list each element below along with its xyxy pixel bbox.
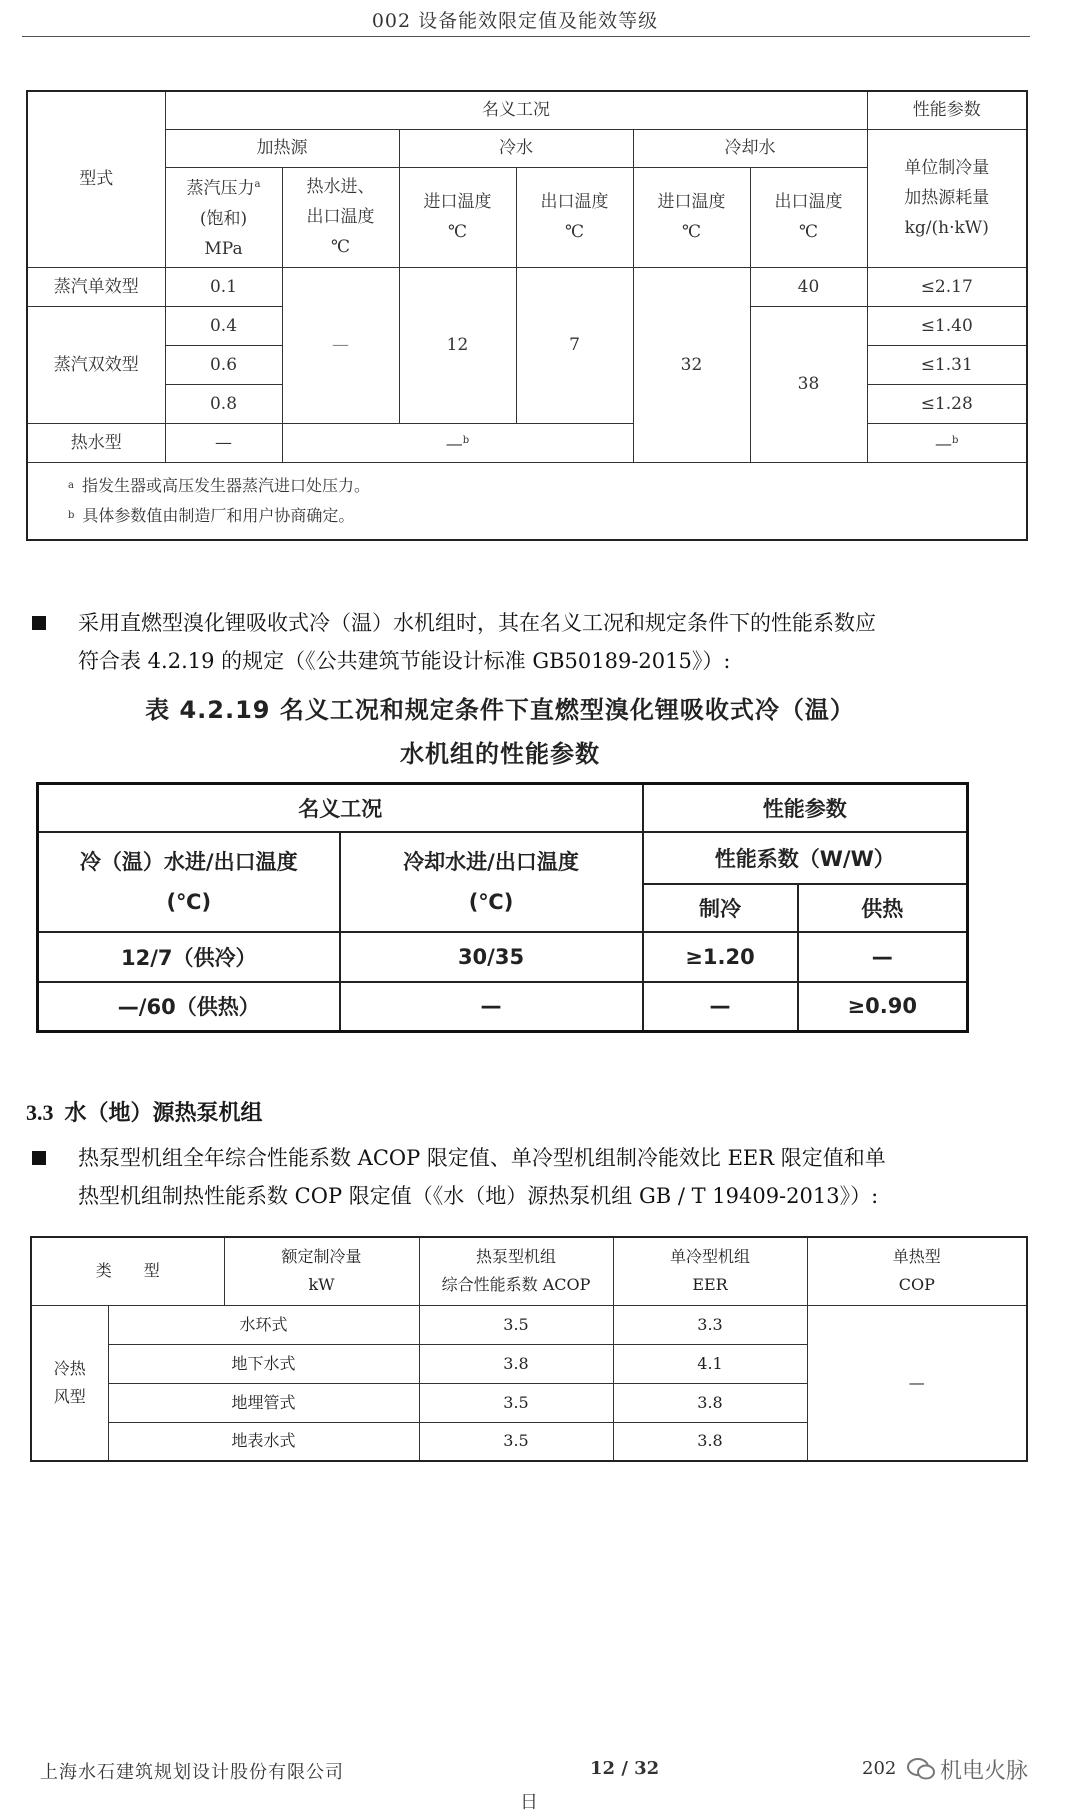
col-cop: 单热型 COP <box>807 1237 1027 1305</box>
page-header-title: 002 设备能效限定值及能效等级 <box>371 10 659 32</box>
col-steam-pressure: 蒸汽压力$^a$ (饱和) MPa <box>165 167 282 267</box>
wechat-icon <box>906 1756 936 1782</box>
header-divider <box>22 36 1030 37</box>
paragraph-heat-pump: 热泵型机组全年综合性能系数 ACOP 限定值、单冷型机组制冷能效比 EER 限定值和单 热型机组制热性能系数 COP 限定值（《水（地）源热泵机组 GB / T 19409-2013》）: <box>78 1139 1038 1215</box>
col-cooling-out-temp: 出口温度 ℃ <box>750 167 867 267</box>
table-4-2-19-title: 表 4.2.19 名义工况和规定条件下直燃型溴化锂吸收式冷（温） 水机组的性能参数 <box>145 696 855 768</box>
col-chilled-out-temp: 出口温度 ℃ <box>516 167 633 267</box>
col-performance: 性能参数 <box>643 784 968 832</box>
table-row: 地表水式 3.5 3.8 <box>31 1422 1027 1461</box>
col-nominal: 名义工况 <box>165 91 867 129</box>
bullet-square-icon <box>32 1151 46 1165</box>
col-hot-water-temp: 热水进、 出口温度 ℃ <box>282 167 399 267</box>
table-row: 冷热 风型 水环式 3.5 3.3 — <box>31 1305 1027 1344</box>
section-heading: 3.3 水（地）源热泵机组 <box>26 1100 263 1125</box>
col-heat-source: 加热源 <box>165 129 399 167</box>
watermark-text: 机电火脉 <box>940 1759 1029 1784</box>
direct-fired-chiller-table <box>36 782 969 1033</box>
table-row: 蒸汽单效型 0.1 — 12 7 32 40 ≤2.17 <box>27 267 1027 306</box>
col-heating-mode: 供热 <box>798 884 968 932</box>
table-row: 0.6 ≤1.31 <box>27 345 1027 384</box>
col-unit-consumption: 单位制冷量 加热源耗量 kg/(h·kW) <box>867 129 1027 267</box>
col-capacity: 额定制冷量 kW <box>224 1237 419 1305</box>
table-row: 12/7（供冷） 30/35 ≥1.20 — <box>38 932 968 982</box>
table-row: 0.8 ≤1.28 <box>27 384 1027 423</box>
col-acop: 热泵型机组 综合性能系数 ACOP <box>419 1237 613 1305</box>
col-performance: 性能参数 <box>867 91 1027 129</box>
group-label: 冷热 风型 <box>31 1305 108 1461</box>
col-cop: 性能系数（W/W） <box>643 832 968 884</box>
col-eer: 单冷型机组 EER <box>613 1237 807 1305</box>
col-type: 类 型 <box>31 1237 224 1305</box>
row-label-double: 蒸汽双效型 <box>27 306 165 423</box>
table-row: 热水型 — —$^b$ —$^b$ <box>27 423 1027 462</box>
bullet-square-icon <box>32 616 46 630</box>
absorption-chiller-table <box>26 90 1028 541</box>
paragraph-direct-fired: 采用直燃型溴化锂吸收式冷（温）水机组时，其在名义工况和规定条件下的性能系数应 符合表 4.2.19 的规定（《公共建筑节能设计标准 GB50189-2015》）: <box>78 604 1038 680</box>
table-row: 地下水式 3.8 4.1 <box>31 1344 1027 1383</box>
footer-date-suffix: 日 <box>520 1792 538 1813</box>
col-nominal: 名义工况 <box>38 784 643 832</box>
row-label-single: 蒸汽单效型 <box>27 267 165 306</box>
col-chilled-in-temp: 进口温度 ℃ <box>399 167 516 267</box>
col-cooling-water: 冷却水 <box>633 129 867 167</box>
table-row: —/60（供热） — — ≥0.90 <box>38 982 968 1032</box>
row-label-hotwater: 热水型 <box>27 423 165 462</box>
col-cooling-in-temp: 进口温度 ℃ <box>633 167 750 267</box>
col-chilled-water: 冷水 <box>399 129 633 167</box>
footer-page-number: 12 / 32 <box>590 1758 660 1779</box>
heat-pump-table <box>30 1236 1028 1462</box>
col-cooling-temp: 冷却水进/出口温度 (℃) <box>340 832 643 932</box>
table-notes: $^a$ 指发生器或高压发生器蒸汽进口处压力。 $^b$ 具体参数值由制造厂和用户协商确定。 <box>27 462 1027 540</box>
table-row: 蒸汽双效型 0.4 38 ≤1.40 <box>27 306 1027 345</box>
footer-date: 202 <box>862 1758 897 1779</box>
col-chilled-temp: 冷（温）水进/出口温度 (℃) <box>38 832 340 932</box>
table-row: 地埋管式 3.5 3.8 <box>31 1383 1027 1422</box>
footer-company: 上海水石建筑规划设计股份有限公司 <box>40 1762 344 1783</box>
col-type: 型式 <box>27 91 165 267</box>
col-cooling-mode: 制冷 <box>643 884 798 932</box>
